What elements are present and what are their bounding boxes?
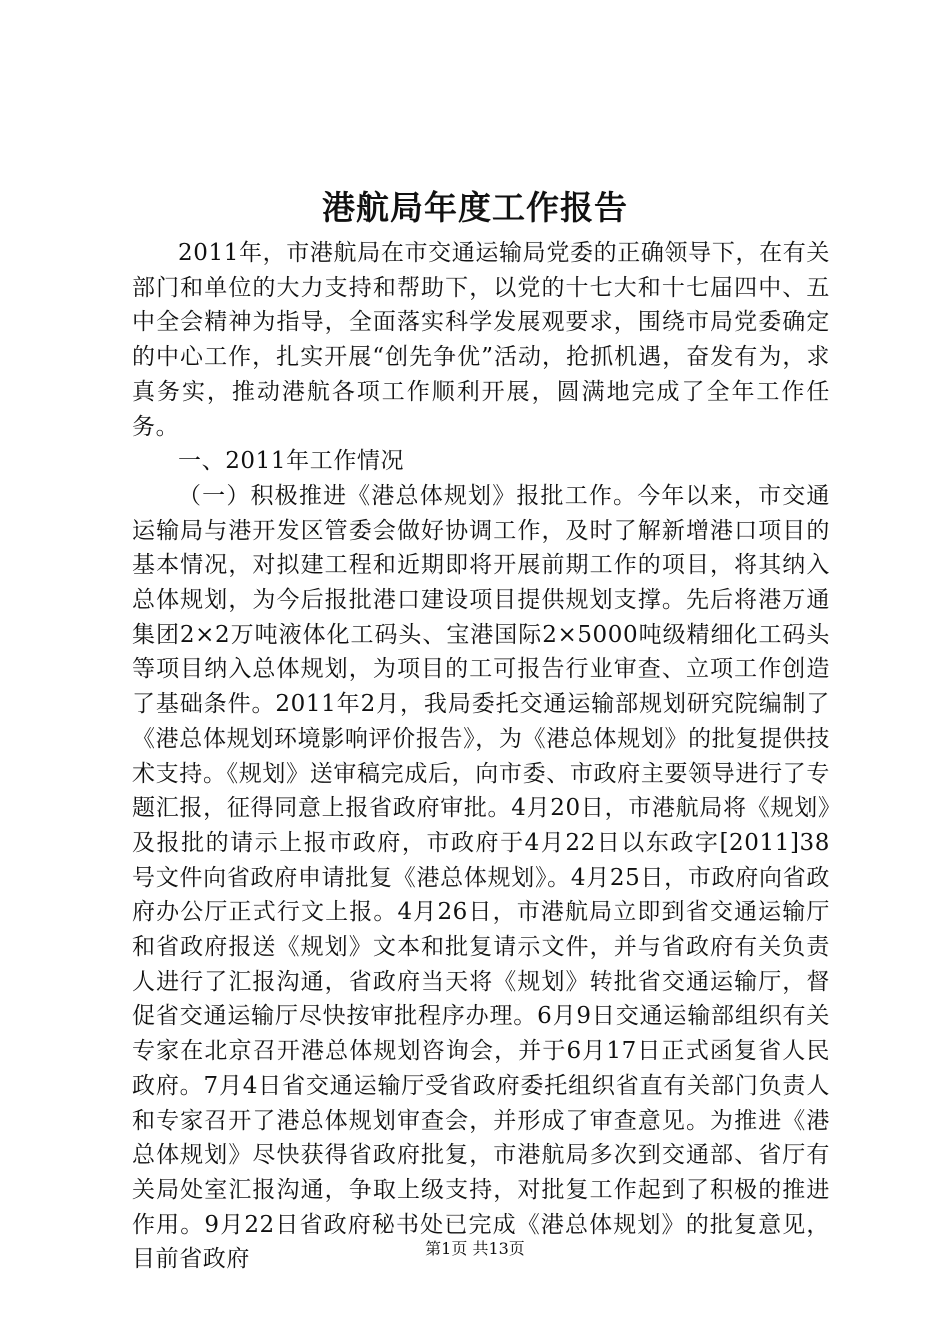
intro-paragraph: 2011年，市港航局在市交通运输局党委的正确领导下，在有关部门和单位的大力支持和帮助下，以党的十七大和十七届四中、五中全会精神为指导，全面落实科学发展观要求，围绕市局党委确定的中心工作，扎实开展“创先争优”活动，抢抓机遇，奋发有为，求真务实，推动港航各项工作顺利开展，圆满地完成了全年工作任务。 [132,240,830,440]
page-footer: 第1页 共13页 [425,1239,525,1258]
section-heading: 一、2011年工作情况 [178,448,405,475]
document-title: 港航局年度工作报告 [322,188,628,227]
document-body [132,236,830,1277]
section-item-paragraph: （一）积极推进《港总体规划》报批工作。今年以来，市交通运输局与港开发区管委会做好协调工作，及时了解新增港口项目的基本情况，对拟建工程和近期即将开展前期工作的项目，将其纳入总体规划，为今后报批港口建设项目提供规划支撑。先后将港万通集团2×2万吨液体化工码头、宝港国际2×5000吨级精细化工码头等项目纳入总体规划，为项目的工可报告行业审查、立项工作创造了基础条件。2011年2月，我局委托交通运输部规划研究院编制了《港总体规划环境影响评价报告》，为《港总体规划》的批复提供技术支持。《规划》送审稿完成后，向市委、市政府主要领导进行了专题汇报，征得同意上报省政府审批。4月20日，市港航局将《规划》及报批的请示上报市政府，市政府于4月22日以东政字[2011]38号文件向省政府申请批复《港总体规划》。4月25日，市政府向省政府办公厅正式行文上报。4月26日，市港航局立即到省交通运输厅和省政府报送《规划》文本和批复请示文件，并与省政府有关负责人进行了汇报沟通，省政府当天将《规划》转批省交通运输厅，督促省交通运输厅尽快按审批程序办理。6月9日交通运输部组织有关专家在北京召开港总体规划咨询会，并于6月17日正式函复省人民政府。7月4日省交通运输厅受省政府委托组织省直有关部门负责人和专家召开了港总体规划审查会，并形成了审查意见。为推进《港总体规划》尽快获得省政府批复，市港航局多次到交通部、省厅有关局处室汇报沟通，争取上级支持，对批复工作起到了积极的推进作用。9月22日省政府秘书处已完成《港总体规划》的批复意见，目前省政府 [132,482,830,1273]
